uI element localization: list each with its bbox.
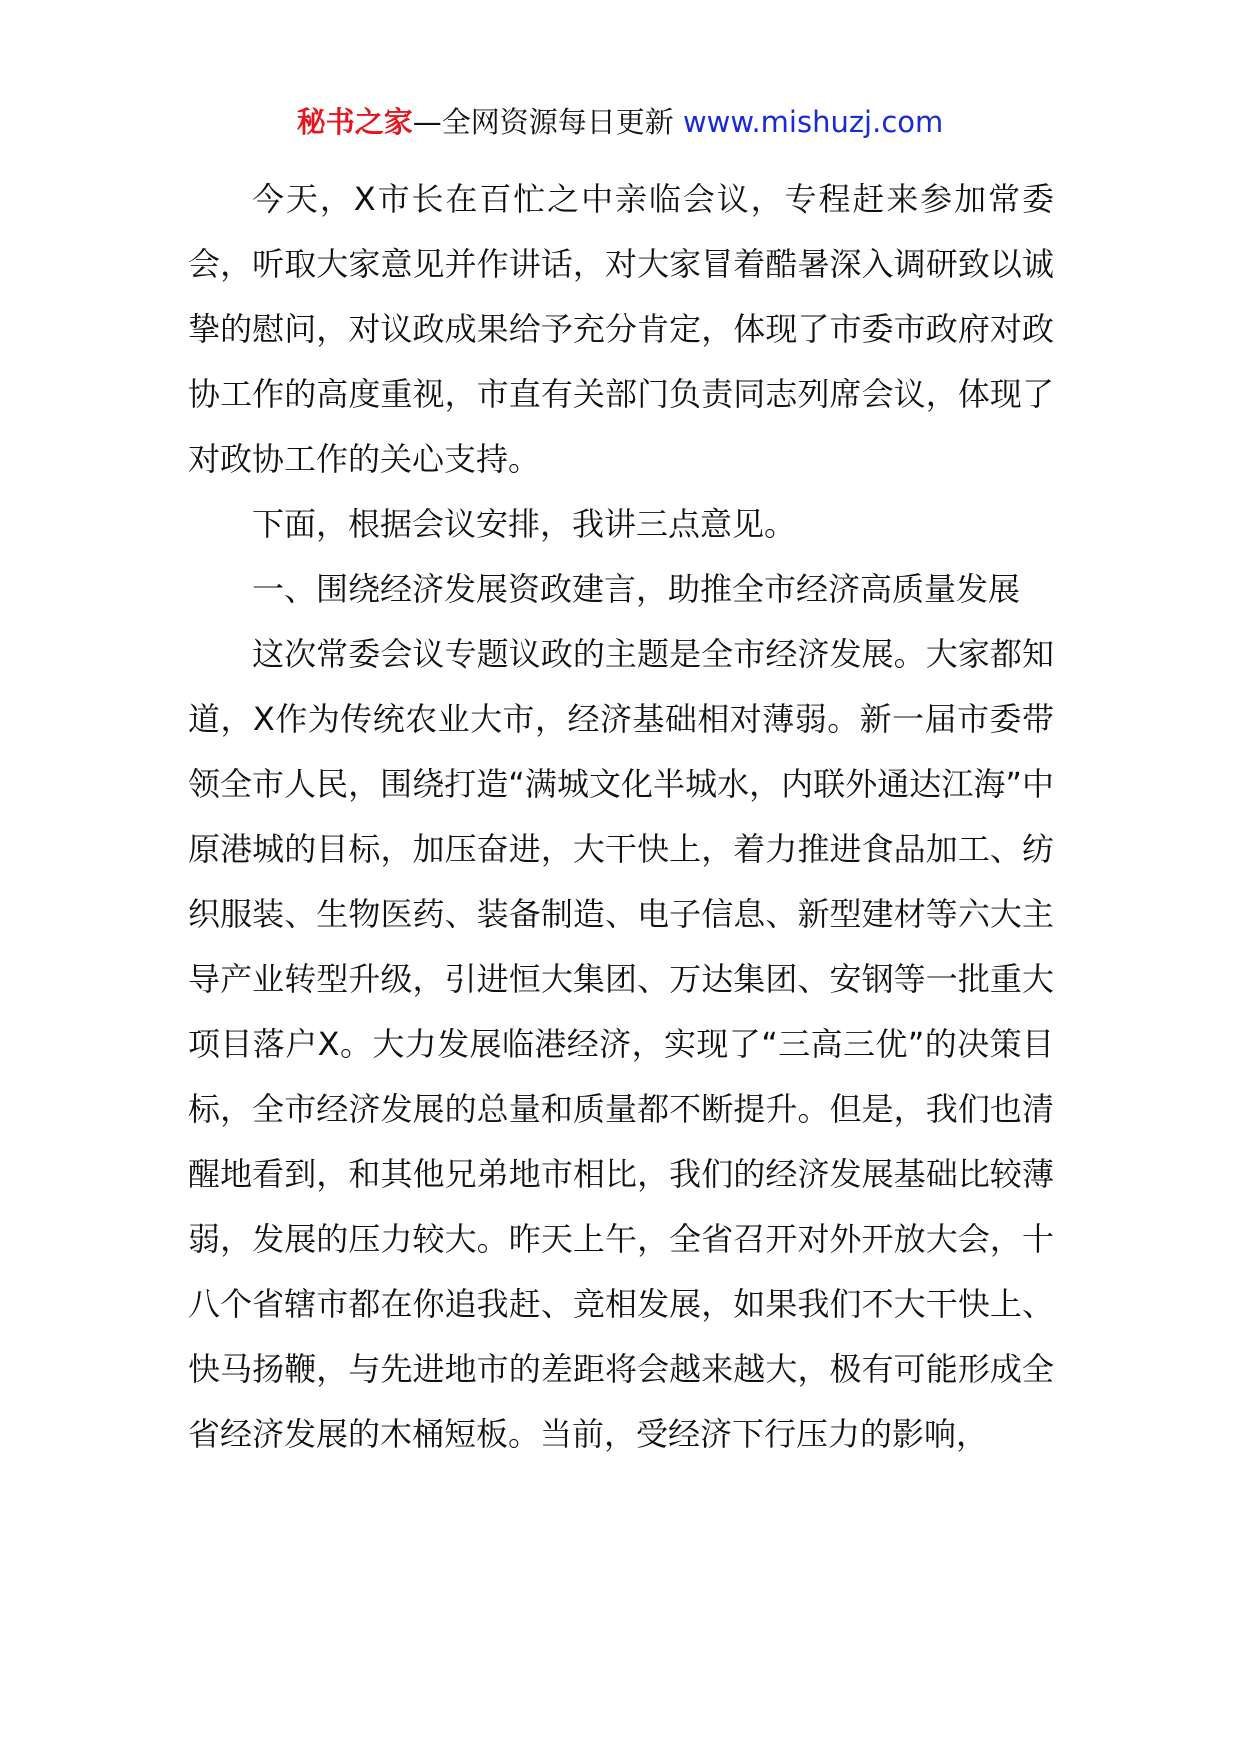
site-brand: 秘书之家 bbox=[296, 105, 413, 139]
paragraph-section-1: 这次常委会议专题议政的主题是全市经济发展。大家都知道，X作为传统农业大市，经济基础相对薄弱。新一届市委带领全市人民，围绕打造“满城文化半城水，内联外通达江海”中原港城的目标，加压奋进，大干快上，着力推进食品加工、纺织服装、生物医药、装备制造、电子信息、新型建材等六大主导产业转型升级，引进恒大集团、万达集团、安钢等一批重大项目落户X。大力发展临港经济，实现了“三高三优”的决策目标，全市经济发展的总量和质量都不断提升。但是，我们也清醒地看到，和其他兄弟地市相比，我们的经济发展基础比较薄弱，发展的压力较大。昨天上午，全省召开对外开放大会，十八个省辖市都在你追我赶、竞相发展，如果我们不大干快上、快马扬鞭，与先进地市的差距将会越来越大，极有可能形成全省经济发展的木桶短板。当前，受经济下行压力的影响， bbox=[188, 635, 1054, 1453]
site-url-link[interactable]: www.mishuzj.com bbox=[682, 105, 944, 139]
page-header bbox=[0, 100, 1240, 144]
site-tagline: —全网资源每日更新 bbox=[412, 105, 683, 139]
paragraph-opening: 今天，X市长在百忙之中亲临会议，专程赶来参加常委会，听取大家意见并作讲话，对大家冒着酷暑深入调研致以诚挚的慰问，对议政成果给予充分肯定，体现了市委市政府对政协工作的高度重视，市直有关部门负责同志列席会议，体现了对政协工作的关心支持。 bbox=[188, 180, 1054, 478]
paragraph-intro: 下面，根据会议安排，我讲三点意见。 bbox=[252, 505, 797, 543]
section-heading-1: 一、围绕经济发展资政建言，助推全市经济高质量发展 bbox=[252, 570, 1021, 608]
document-body bbox=[188, 167, 1054, 1467]
